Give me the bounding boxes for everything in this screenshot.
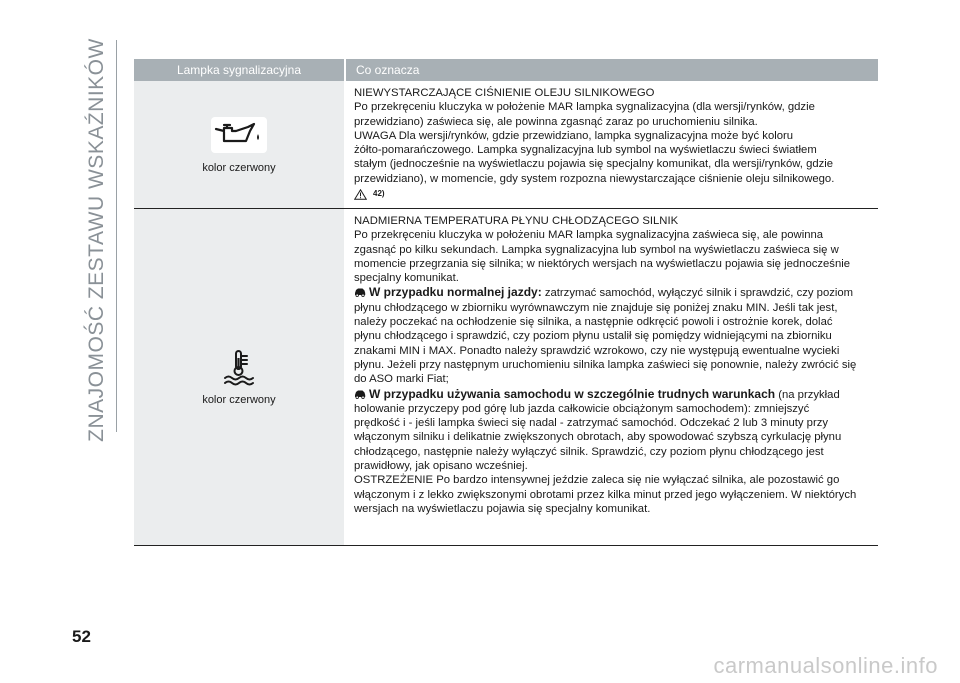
caution-line: wersjach na wyświetlaczu pojawia się specjalny komunikat.: [354, 502, 651, 515]
hard-conditions-item: [354, 387, 878, 402]
side-section-title: [82, 40, 112, 440]
meaning-cell: [344, 81, 878, 208]
caution-line: OSTRZEŻENIE Po bardzo intensywnej jeździe zaleca się nie wyłączać silnika, ale pozostawić go: [354, 474, 840, 487]
description-line: momencie przegrzania się silnika; w niektórych wersjach na wyświetlaczu pojawia się jednocześnie: [354, 257, 851, 270]
description-line: należy poczekać na ochłodzenie się silnika, a następnie odkręcić powoli i ostrożnie korek, dolać: [354, 316, 833, 329]
page-number: 52: [72, 627, 91, 646]
watermark: carmanualsonline.info: [713, 653, 938, 678]
description-line: chłodzącego, następnie należy wyłączyć silnik. Sprawdzić, czy poziom płynu chłodzącego jest: [354, 445, 824, 458]
warning-title: NADMIERNA TEMPERATURA PŁYNU CHŁODZĄCEGO SILNIK: [354, 215, 679, 227]
description-line: płynu chłodzącego w zbiorniku wyrównawczym nie znajduje się poniżej znaku MIN. Jeśli tak jest,: [354, 301, 838, 314]
hard-conditions-heading: W przypadku używania samochodu w szczególnie trudnych warunkach: [369, 386, 776, 401]
lamp-color-label: kolor czerwony: [202, 161, 276, 174]
lamp-cell: [134, 81, 344, 208]
normal-driving-heading: W przypadku normalnej jazdy:: [369, 285, 542, 300]
description-line: stałym (jednocześnie na wyświetlaczu pojawia się specjalny komunikat, dla wersji/rynków, gdzie: [354, 158, 834, 171]
description-line: zatrzymać samochód, wyłączyć silnik i sprawdzić, czy poziom: [541, 287, 854, 300]
lamp-color-label: kolor czerwony: [202, 394, 276, 406]
side-divider: [116, 40, 117, 432]
warning-triangle-icon: [354, 189, 367, 200]
description-line: znakami MIN i MAX. Ponadto należy sprawdzić wzrokowo, czy nie występują ewentualne wycieki: [354, 344, 840, 357]
description-line: Po przekręceniu kluczyka w położeniu MAR lampka sygnalizacyjna zaświeca się, ale powinna: [354, 229, 824, 242]
table-row: [134, 209, 878, 546]
description-line: włączonym silniku i delikatnie zwiększonych obrotach, aby spowodować szybszą cyrkulację płynu: [354, 431, 842, 444]
oil-can-icon: [210, 116, 268, 154]
warning-title: NIEWYSTARCZAJĄCE CIŚNIENIE OLEJU SILNIKOWEGO: [354, 87, 655, 99]
car-icon: [354, 287, 366, 297]
description-line: prawidłowy, jak opisano wcześniej.: [354, 460, 528, 473]
header-col-lamp: Lampka sygnalizacyjna: [176, 63, 302, 77]
description-line: płynu. Jeżeli przy następnym uruchomieniu silnika lampka zaświeci się ponownie, należy zwrócić się: [354, 358, 857, 371]
description-line: przewidziano), w momencie, gdy system rozpozna niewystarczające ciśnienie oleju silnikowego.: [354, 172, 835, 185]
description-line: płynu chłodzącego i sprawdzić, czy poziom płynu ustalił się pomiędzy widniejącymi na zbiorniku: [354, 330, 832, 343]
description-line: specjalny komunikat.: [354, 272, 459, 285]
description-line: zgasnąć po kilku sekundach. Lampka sygnalizacyjna lub symbol na wyświetlaczu zaświeca się w: [354, 243, 839, 256]
description-line: do ASO marki Fiat;: [354, 373, 449, 386]
normal-driving-item: [354, 285, 878, 300]
table-row: [134, 81, 878, 209]
lamp-cell: [134, 209, 344, 545]
meaning-cell: [344, 209, 878, 545]
warning-ref-number: 42): [373, 189, 385, 199]
description-line: Po przekręceniu kluczyka w położenie MAR lampka sygnalizacyjna (dla wersji/rynków, gdzie: [354, 101, 815, 114]
side-section-title-text: ZNAJOMOŚĆ ZESTAWU WSKAŹNIKÓW: [85, 38, 109, 442]
description-line: prędkość i - jeśli lampka świeci się nadal - zatrzymać samochód. Odczekać 2 lub 3 minuty przy: [354, 417, 829, 430]
description-line: holowanie przyczepy pod górę lub jazda całkowicie obciążonym samochodem): zmniejszyć: [354, 402, 810, 415]
table-header: [134, 59, 878, 81]
description-line: (na przykład: [775, 388, 840, 401]
header-col-meaning: Co oznacza: [344, 59, 878, 81]
car-icon: [354, 389, 366, 399]
coolant-temperature-icon: [220, 348, 258, 386]
warning-reference: [354, 187, 878, 201]
description-line: przewidziano) zaświeca się, ale powinna zgasnąć zaraz po uruchomieniu silnika.: [354, 115, 758, 128]
description-line: żółto-pomarańczowego. Lampka sygnalizacyjna lub symbol na wyświetlaczu świeci światłem: [354, 144, 817, 157]
caution-line: włączonym i z lekko zwiększonymi obrotami przez kilka minut przed jego wyłączeniem. W niektórych: [354, 488, 857, 501]
warning-lights-table: [134, 59, 878, 546]
description-line: UWAGA Dla wersji/rynków, gdzie przewidziano, lampka sygnalizacyjna może być koloru: [354, 129, 794, 142]
